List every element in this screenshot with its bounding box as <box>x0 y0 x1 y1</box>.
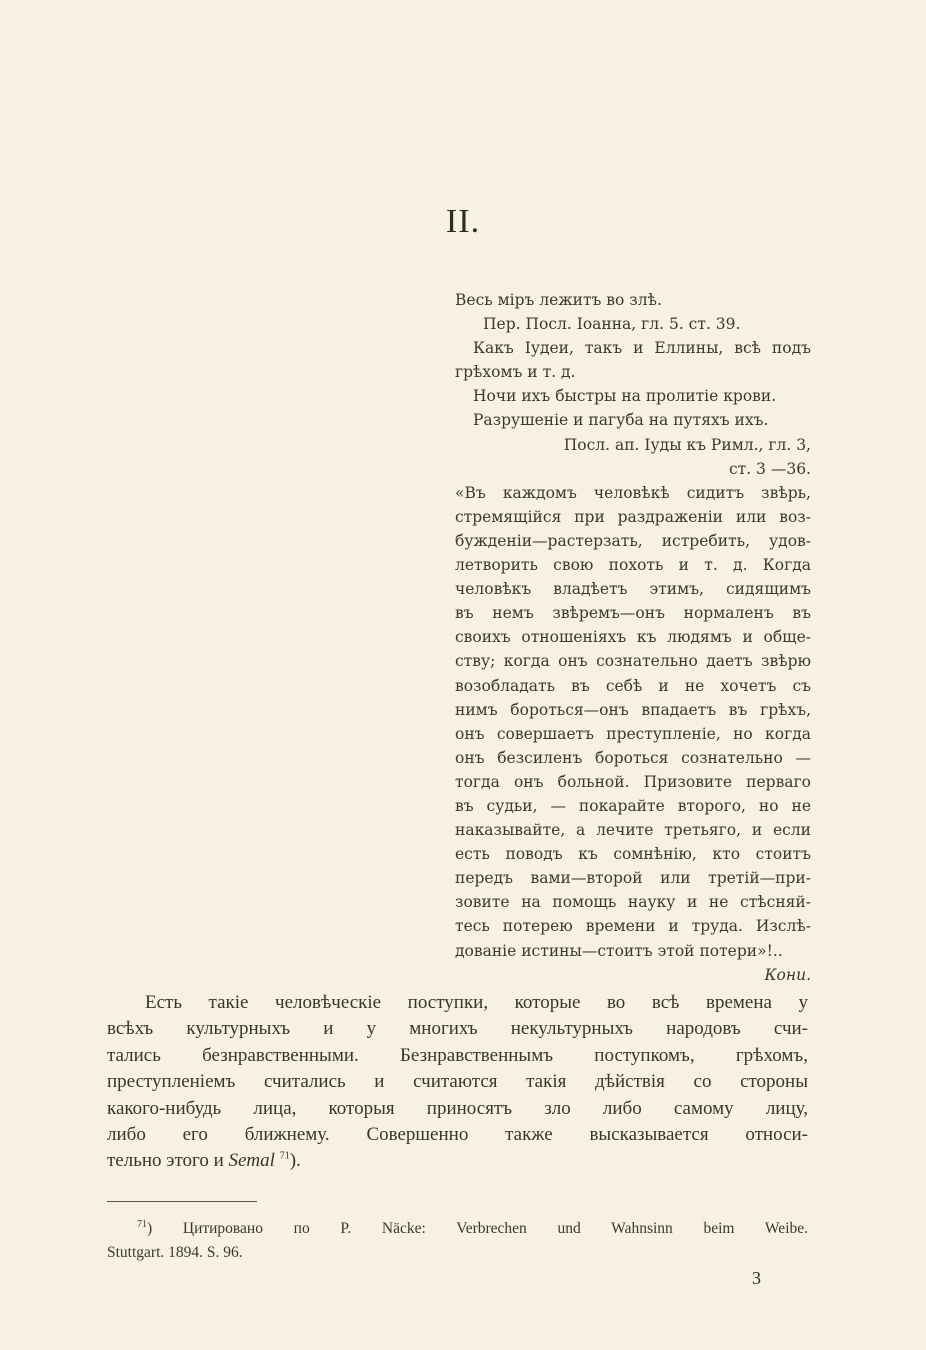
body-paragraph <box>107 990 808 1175</box>
epigraph-source: ст. 3 —36. <box>728 459 811 478</box>
paragraph-line: тались безнравственными. Безнравственнымъ поступкомъ, грѣхомъ, <box>107 1044 808 1066</box>
epigraph-long-quote <box>455 481 811 963</box>
cited-author: Semal <box>228 1150 275 1172</box>
quote-line: бужденіи—растерзать, истребить, удов- <box>455 531 811 550</box>
paragraph-line: всѣхъ культурныхъ и у многихъ некультурныхъ народовъ счи- <box>107 1018 808 1040</box>
quote-line: тогда онъ больной. Призовите перваго <box>455 772 811 791</box>
epigraph-quote: грѣхомъ и т. д. <box>455 363 576 382</box>
quote-line: зовите на помощь науку и не стѣсняй- <box>455 893 811 912</box>
paragraph-line <box>107 1148 808 1174</box>
quote-line: въ немъ звѣремъ—онъ нормаленъ въ <box>455 604 811 623</box>
footnote-line <box>107 1217 808 1241</box>
epigraph-quote: Весь міръ лежитъ во злѣ. <box>455 291 662 309</box>
quote-line: стремящійся при раздраженіи или воз- <box>455 507 811 526</box>
quote-line: своихъ отношеніяхъ къ людямъ и обще- <box>455 628 811 647</box>
quote-line: летворить свою похоть и т. д. Когда <box>455 556 811 575</box>
quote-line: онъ совершаетъ преступленіе, но когда <box>455 724 811 743</box>
quote-line: въ судьи, — покарайте второго, но не <box>455 796 811 815</box>
quote-line: передъ вами—второй или третій—при- <box>455 869 811 888</box>
footnote <box>107 1217 808 1265</box>
paragraph-text: ). <box>289 1150 301 1172</box>
epigraph-quote: Ночи ихъ быстры на пролитіе крови. <box>473 387 777 406</box>
paragraph-line: Есть такіе человѣческіе поступки, которые во всѣ времена у <box>145 992 808 1013</box>
chapter-title: II. <box>445 203 481 240</box>
quote-line: наказывайте, а лечите третьяго, и если <box>455 821 811 840</box>
footnote-text: ) Цитировано по P. Näcke: Verbrechen und Wahnsinn beim Weibe. <box>147 1220 808 1237</box>
paragraph-text: тельно этого и <box>107 1150 229 1172</box>
quote-line: человѣкъ владѣетъ этимъ, сидящимъ <box>455 580 811 599</box>
paragraph-line: какого-нибудь лица, которыя приносятъ зло либо самому лицу, <box>107 1097 808 1119</box>
quote-line: дованіе истины—стоитъ этой потери»!.. <box>455 941 783 960</box>
quote-line: есть поводъ къ сомнѣнію, кто стоитъ <box>455 845 811 864</box>
paragraph-line: преступленіемъ считались и считаются такія дѣйствія со стороны <box>107 1071 808 1093</box>
footnote-line: Stuttgart. 1894. S. 96. <box>107 1244 243 1261</box>
paragraph-line: либо его ближнему. Совершенно также высказывается относи- <box>107 1124 808 1146</box>
quote-line: онъ безсиленъ бороться сознательно — <box>455 748 811 767</box>
page-number: 3 <box>752 1268 761 1288</box>
footnote-divider <box>107 1201 257 1202</box>
footnote-number: 71 <box>137 1218 147 1230</box>
quote-line: тесь потерею времени и труда. Изслѣ- <box>455 917 811 936</box>
epigraph-source: Посл. ап. Іуды къ Римл., гл. 3, <box>563 435 811 454</box>
epigraph <box>455 288 811 987</box>
quote-line: ству; когда онъ сознательно даетъ звѣрю <box>455 652 811 671</box>
epigraph-quote: Разрушеніе и пагуба на путяхъ ихъ. <box>473 411 769 430</box>
epigraph-source: Пер. Посл. Іоанна, гл. 5. ст. 39. <box>483 315 741 334</box>
quote-line: «Въ каждомъ человѣкѣ сидитъ звѣрь, <box>455 483 811 502</box>
footnote-reference[interactable]: 71 <box>279 1151 290 1163</box>
epigraph-author: Кони. <box>764 965 811 984</box>
quote-line: нимъ бороться—онъ впадаетъ въ грѣхъ, <box>455 700 811 719</box>
quote-line: возобладать въ себѣ и не хочетъ съ <box>455 676 811 695</box>
epigraph-quote: Какъ Іудеи, такъ и Еллины, всѣ подъ <box>473 339 811 358</box>
